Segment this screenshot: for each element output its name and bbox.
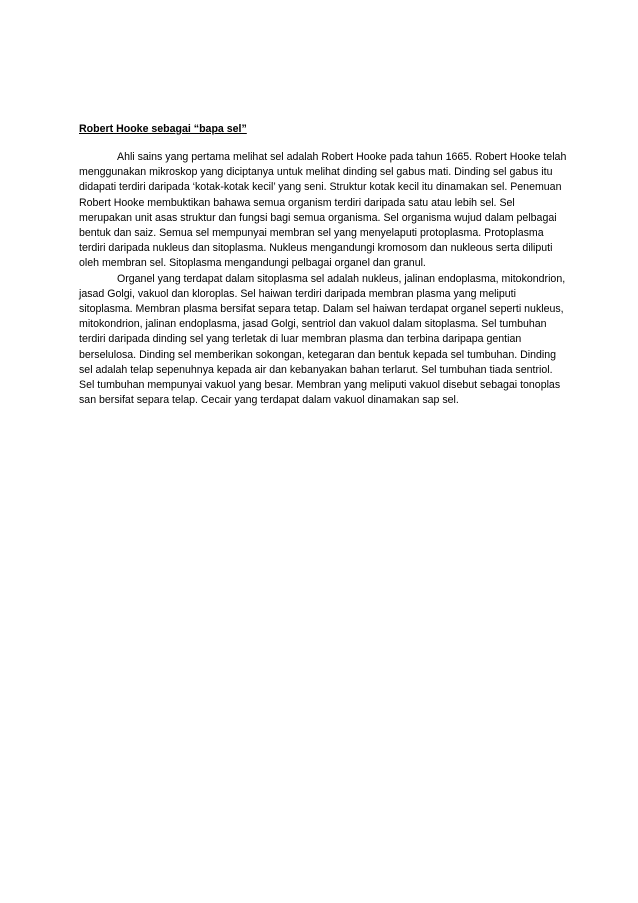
- paragraph-2: Organel yang terdapat dalam sitoplasma sel adalah nukleus, jalinan endoplasma, mitokondrion, jasad Golgi, vakuol dan kloroplas. Sel haiwan terdiri daripada membran plasma yang meliputi sitoplasma. Membran plasma bersifat separa tetap. Dalam sel haiwan terdapat organel seperti nukleus, mitokondrion, jalinan endoplasma, jasad Golgi, sentriol dan vakuol dalam sitoplasma. Sel tumbuhan terdiri daripada dinding sel yang terletak di luar membran plasma dan terbina daripapa gentian berselulosa. Dinding sel memberikan sokongan, ketegaran dan bentuk kepada sel tumbuhan. Dinding sel adalah telap sepenuhnya kepada air dan kebanyakan bahan terlarut. Sel tumbuhan tiada sentriol. Sel tumbuhan mempunyai vakuol yang besar. Membran yang meliputi vakuol disebut sebagai tonoplas san bersifat separa telap. Cecair yang terdapat dalam vakuol dinamakan sap sel.: [79, 272, 566, 407]
- paragraph-1: Ahli sains yang pertama melihat sel adalah Robert Hooke pada tahun 1665. Robert Hooke telah menggunakan mikroskop yang diciptanya untuk melihat dinding sel gabus mati. Dinding sel gabus itu didapati terdiri daripada ‘kotak-kotak kecil’ yang seni. Struktur kotak kecil itu dinamakan sel. Penemuan Robert Hooke membuktikan bahawa semua organism terdiri daripada satu atau lebih sel. Sel merupakan unit asas struktur dan fungsi bagi semua organisma. Sel organisma wujud dalam pelbagai bentuk dan saiz. Semua sel mempunyai membran sel yang menyelaputi protoplasma. Protoplasma terdiri daripada nukleus dan sitoplasma. Nukleus mengandungi kromosom dan nukleous serta diliputi oleh membran sel. Sitoplasma mengandungi pelbagai organel dan granul.: [79, 151, 567, 270]
- document-title: Robert Hooke sebagai “bapa sel”: [79, 123, 247, 135]
- document-body: [79, 122, 567, 408]
